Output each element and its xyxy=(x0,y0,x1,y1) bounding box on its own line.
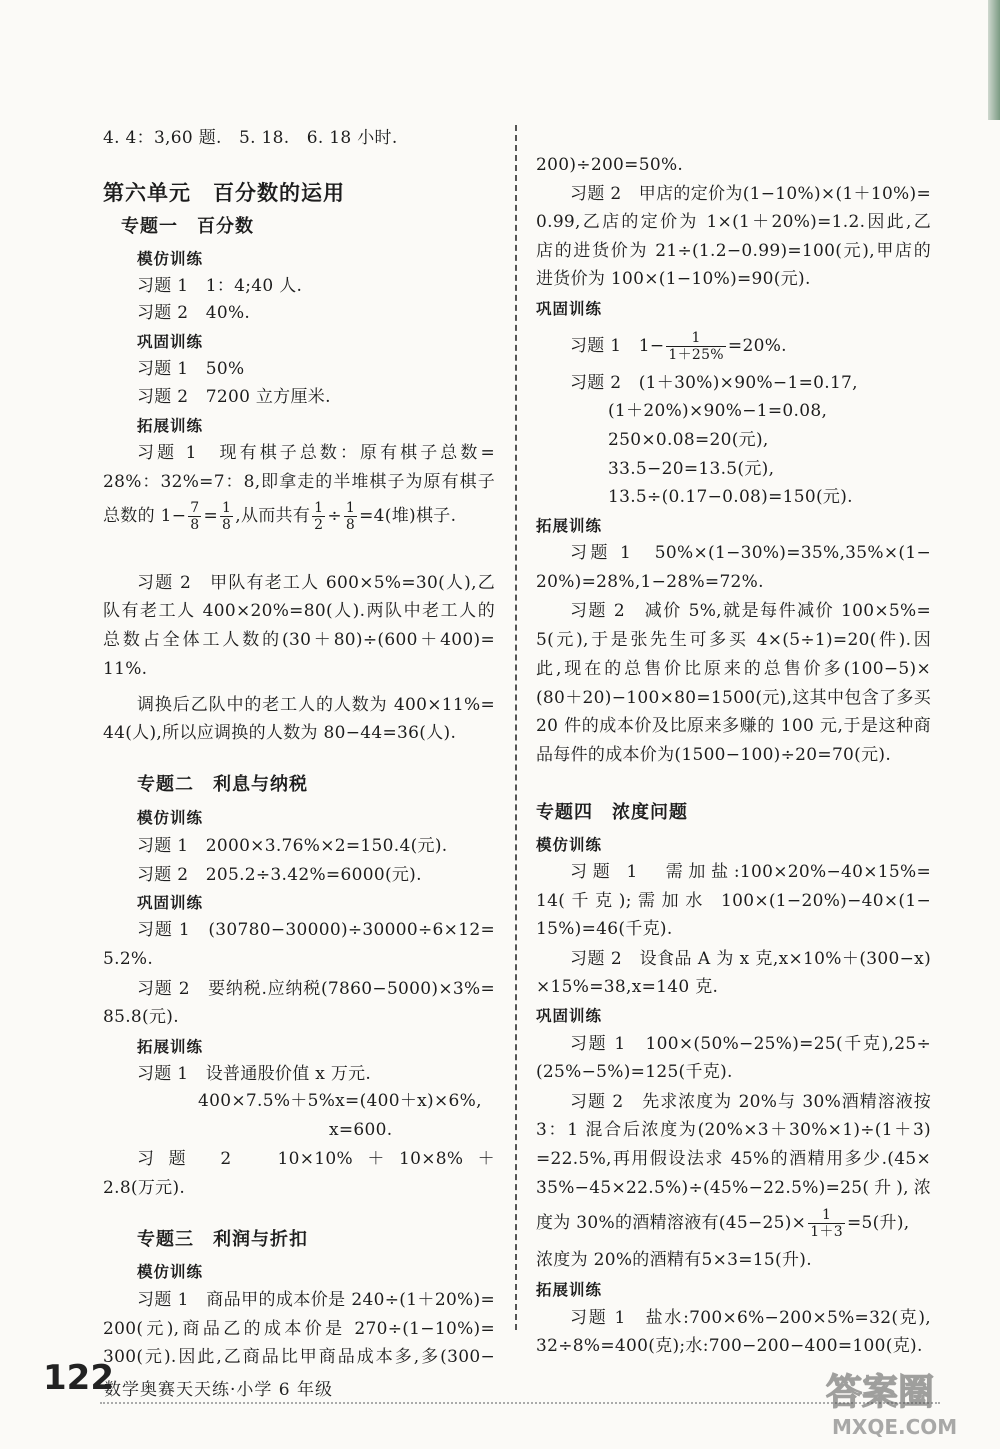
answer-line: =22.5%,再用假设法求 45%的酒精用多少.(45× xyxy=(536,1149,931,1169)
section-heading: 巩固训练 xyxy=(137,333,204,351)
answer-line-with-fraction xyxy=(536,1207,909,1240)
answer-line: 习题 2 甲队有老工人 600×5%=30(人),乙 xyxy=(137,573,495,593)
answer-line: 200)÷200=50%. xyxy=(536,155,684,175)
section-heading: 巩固训练 xyxy=(536,300,603,318)
answer-line: 习题 1 现有棋子总数：原有棋子总数= xyxy=(137,443,495,463)
section-heading: 巩固训练 xyxy=(536,1007,603,1025)
text-run: ,从而共有 xyxy=(235,506,311,526)
answer-line: ×15%=38,x=140 克. xyxy=(536,977,719,997)
answer-line: 44(人),所以应调换的人数为 80−44=36(人). xyxy=(103,723,457,743)
answer-line: 15%)=46(千克). xyxy=(536,919,673,939)
answer-line: 总数占全体工人数的(30＋80)÷(600＋400)= xyxy=(103,630,495,650)
answer-line: 习题 2 (1＋30%)×90%−1=0.17, xyxy=(570,373,858,393)
answer-line: 28%：32%=7：8,即拿走的半堆棋子为原有棋子 xyxy=(103,472,495,492)
numerator: 7 xyxy=(190,500,200,516)
equation-line: 33.5−20=13.5(元), xyxy=(608,459,775,479)
answer-line: 300(元).因此,乙商品比甲商品成本多,多(300− xyxy=(103,1347,495,1367)
numerator: 1 xyxy=(808,1207,845,1224)
answer-line: 调换后乙队中的老工人的人数为 400×11%= xyxy=(137,695,495,715)
answer-line: 习题 2 10×10%＋10×8%＋ xyxy=(137,1149,495,1169)
answer-line: 20 件的成本价及比原来多赚的 100 元,于是这种商 xyxy=(536,716,931,736)
answer-line: (25%−5%)=125(千克). xyxy=(536,1062,733,1082)
answer-line: 85.8(元). xyxy=(103,1007,179,1027)
section-heading: 拓展训练 xyxy=(536,1281,603,1299)
denominator: 1＋25% xyxy=(668,347,724,363)
watermark-top: 答案圈 xyxy=(826,1372,935,1413)
answer-line: 习题 1 商品甲的成本价是 240÷(1＋20%)= xyxy=(137,1290,495,1310)
section-heading: 模仿训练 xyxy=(536,836,603,854)
answer-line: 20%)=28%,1−28%=72%. xyxy=(536,572,764,592)
column-divider xyxy=(515,125,517,1330)
footer-rule xyxy=(100,1402,940,1404)
topic-title: 专题一 百分数 xyxy=(121,216,254,237)
answer-line: 习题 1 设普通股价值 x 万元. xyxy=(137,1064,372,1084)
section-heading: 拓展训练 xyxy=(536,517,603,535)
answer-line: 4. 4：3,60 题. 5. 18. 6. 18 小时. xyxy=(103,128,398,148)
section-heading: 拓展训练 xyxy=(137,417,204,435)
equation-line: 13.5÷(0.17−0.08)=150(元). xyxy=(608,487,853,507)
text-run: 度为 30%的酒精溶液有(45−25)× xyxy=(536,1213,807,1233)
answer-line: 习题 2 40%. xyxy=(137,303,251,323)
book-title: 数学奥赛天天练·小学 6 年级 xyxy=(104,1380,334,1400)
answer-line: 习题 1 (30780−30000)÷30000÷6×12= xyxy=(137,920,495,940)
answer-line: 习题 2 205.2÷3.42%=6000(元). xyxy=(137,865,422,885)
text-run: 习题 1 1− xyxy=(570,336,665,356)
page-edge-decoration xyxy=(988,0,1000,120)
section-heading: 模仿训练 xyxy=(137,1263,204,1281)
fraction xyxy=(220,500,233,533)
answer-line: 习题 1 盐水:700×6%−200×5%=32(克), xyxy=(570,1308,931,1328)
equation-line: x=600. xyxy=(329,1120,393,1140)
answer-line-with-fractions xyxy=(103,500,456,533)
answer-line: 5(元),于是张先生可多买 4×(5÷1)=20(件).因 xyxy=(536,630,931,650)
answer-line: 习题 1 需加盐:100×20%−40×15%= xyxy=(570,862,931,882)
answer-line: 习题 1 2000×3.76%×2=150.4(元). xyxy=(137,836,448,856)
answer-line: 此,现在的总售价比原来的总售价多(100−5)× xyxy=(536,659,931,679)
watermark-logo xyxy=(820,1360,985,1440)
answer-line: 习题 1 50% xyxy=(137,359,245,379)
text-run: =20%. xyxy=(727,336,787,356)
answer-line: 200(元),商品乙的成本价是 270÷(1−10%)= xyxy=(103,1319,495,1339)
answer-line: 32÷8%=400(克);水:700−200−400=100(克). xyxy=(536,1336,923,1356)
unit-title: 第六单元 百分数的运用 xyxy=(103,181,345,205)
topic-title: 专题四 浓度问题 xyxy=(536,802,688,823)
answer-line: 习题 2 先求浓度为 20%与 30%酒精溶液按 xyxy=(570,1092,931,1112)
fraction xyxy=(344,500,357,533)
numerator: 1 xyxy=(345,500,356,516)
denominator: 8 xyxy=(222,517,232,533)
answer-line: 35%−45×22.5%)÷(45%−22.5%)=25(升),浓 xyxy=(536,1178,931,1198)
answer-line: 进货价为 100×(1−10%)=90(元). xyxy=(536,269,811,289)
fraction xyxy=(312,500,325,533)
numerator: 1 xyxy=(222,500,232,516)
answer-line: 队有老工人 400×20%=80(人).两队中老工人的 xyxy=(103,601,495,621)
numerator: 1 xyxy=(666,330,726,347)
section-heading: 巩固训练 xyxy=(137,894,204,912)
text-run: ÷ xyxy=(327,506,342,526)
answer-line: (80＋20)−100×80=1500(元),这其中包含了多买 xyxy=(536,688,931,708)
page-number: 122 xyxy=(43,1358,114,1398)
text-run: =4(堆)棋子. xyxy=(359,506,457,526)
fraction xyxy=(666,330,726,363)
numerator: 1 xyxy=(314,500,324,516)
section-heading: 模仿训练 xyxy=(137,250,204,268)
answer-line: 习题 2 甲店的定价为(1−10%)×(1＋10%)= xyxy=(570,184,931,204)
denominator: 2 xyxy=(314,517,324,533)
answer-line: 习题 1 1：4;40 人. xyxy=(137,276,303,296)
answer-line: 11%. xyxy=(103,659,148,679)
answer-line-with-fraction xyxy=(570,330,787,363)
answer-line: 店的进货价为 21÷(1.2−0.99)=100(元),甲店的 xyxy=(536,241,931,261)
section-heading: 拓展训练 xyxy=(137,1038,204,1056)
section-heading: 模仿训练 xyxy=(137,809,204,827)
equation-line: 400×7.5%＋5%x=(400＋x)×6%, xyxy=(198,1091,482,1111)
denominator: 1＋3 xyxy=(810,1224,843,1240)
topic-title: 专题三 利润与折扣 xyxy=(137,1229,308,1250)
denominator: 8 xyxy=(190,517,200,533)
fraction xyxy=(808,1207,845,1240)
answer-line: 0.99,乙店的定价为 1×(1＋20%)=1.2.因此,乙 xyxy=(536,212,931,232)
answer-line: 5.2%. xyxy=(103,949,154,969)
equation-line: (1＋20%)×90%−1=0.08, xyxy=(608,401,828,421)
text-run: 总数的 1− xyxy=(103,506,187,526)
equation-line: 250×0.08=20(元), xyxy=(608,430,769,450)
answer-line: 习题 2 7200 立方厘米. xyxy=(137,387,331,407)
answer-line: 习题 1 100×(50%−25%)=25(千克),25÷ xyxy=(570,1034,931,1054)
answer-line: 浓度为 20%的酒精有5×3=15(升). xyxy=(536,1250,812,1270)
denominator: 8 xyxy=(345,517,356,533)
answer-line: 习题 2 要纳税.应纳税(7860−5000)×3%= xyxy=(137,979,495,999)
answer-line: 3：1 混合后浓度为(20%×3＋30%×1)÷(1＋3) xyxy=(536,1120,931,1140)
answer-line: 习题 2 设食品 A 为 x 克,x×10%＋(300−x) xyxy=(570,949,931,969)
answer-line: 习题 2 减价 5%,就是每件减价 100×5%= xyxy=(570,601,931,621)
answer-line: 品每件的成本价为(1500−100)÷20=70(元). xyxy=(536,745,892,765)
watermark-bottom: MXQE.COM xyxy=(832,1415,958,1439)
answer-line: 2.8(万元). xyxy=(103,1178,186,1198)
topic-title: 专题二 利息与纳税 xyxy=(137,774,308,795)
fraction xyxy=(188,500,201,533)
answer-line: 习题 1 50%×(1−30%)=35%,35%×(1− xyxy=(570,543,931,563)
answer-line: 14(千克);需加水 100×(1−20%)−40×(1− xyxy=(536,891,931,911)
text-run: =5(升), xyxy=(846,1213,910,1233)
text-run: = xyxy=(203,506,219,526)
